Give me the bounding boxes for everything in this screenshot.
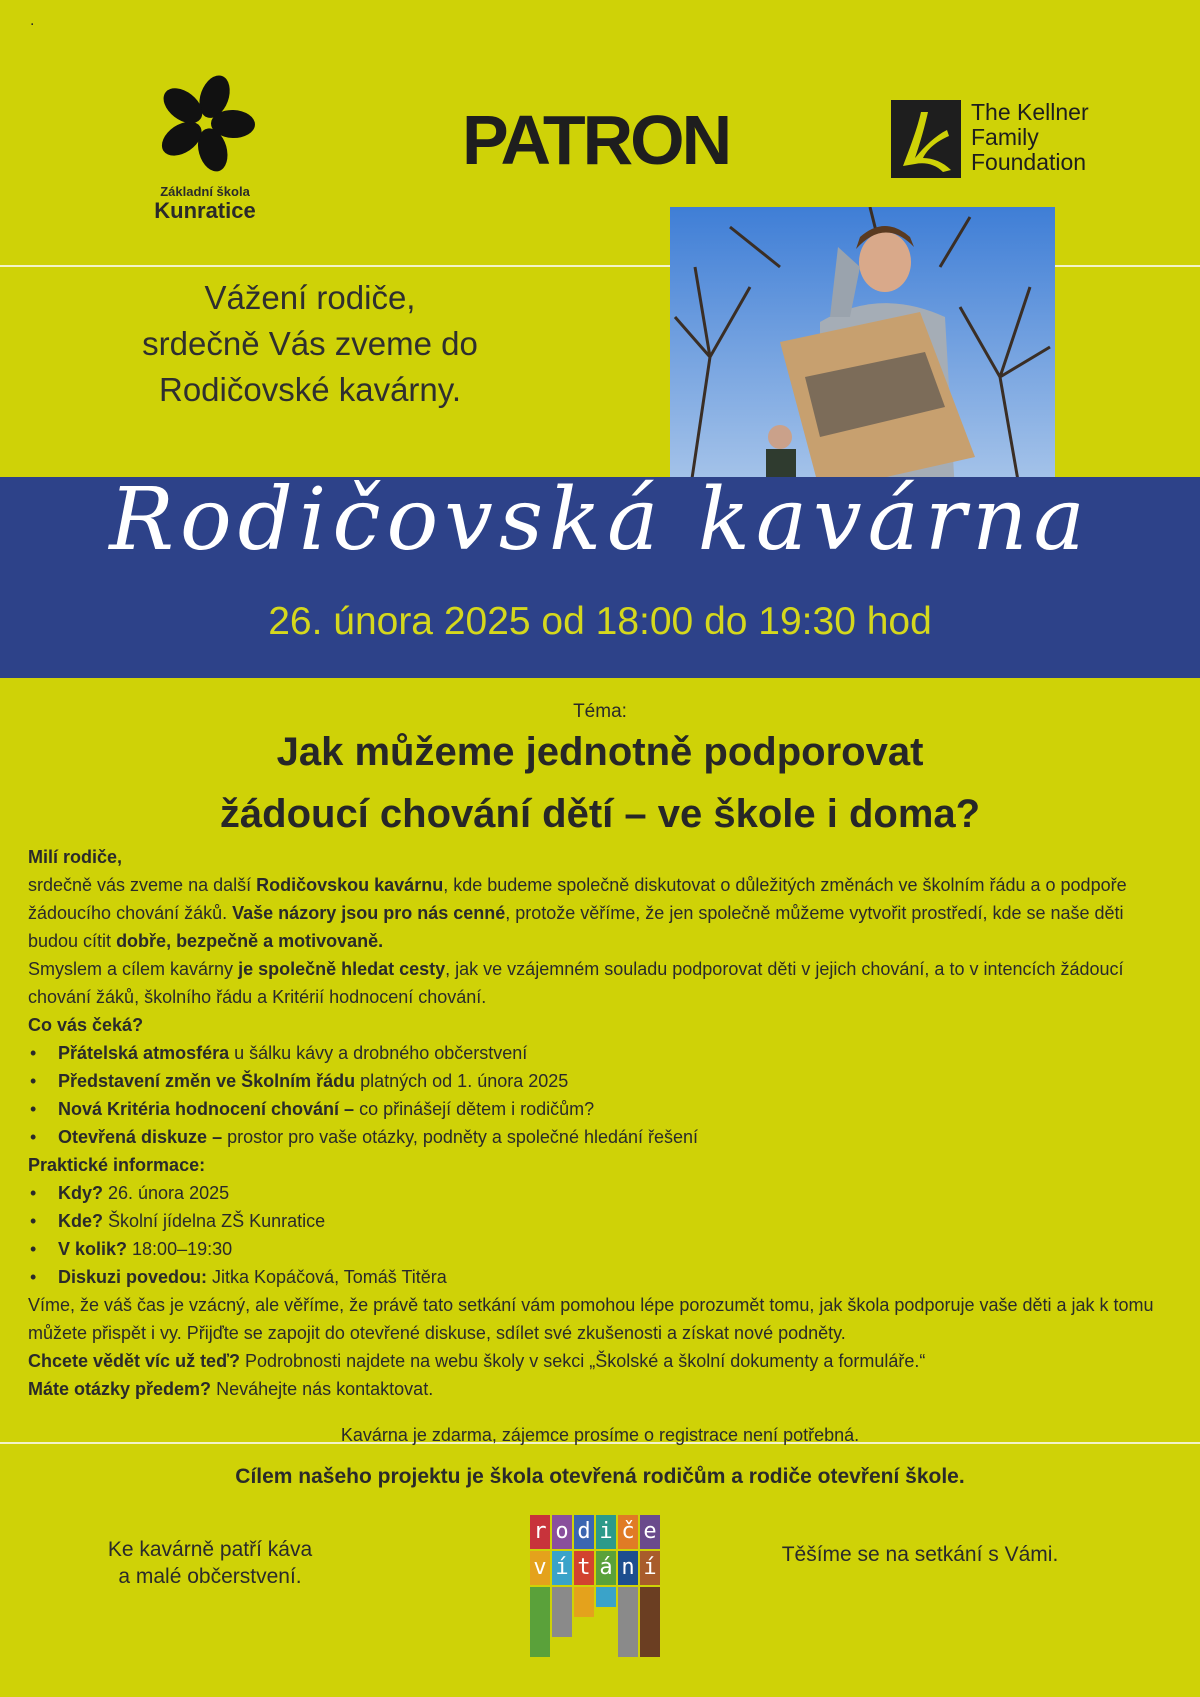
list-item: • Nová Kritéria hodnocení chování – co přinášejí dětem i rodičům? <box>28 1095 1178 1123</box>
what-heading: Co vás čeká? <box>28 1015 144 1035</box>
kellner-k-icon <box>891 100 961 178</box>
kellner-line-1: The Kellner <box>971 99 1089 125</box>
coffee-note <box>60 1536 360 1590</box>
list-item: • Kdy? 26. února 2025 <box>28 1179 1178 1207</box>
see-you-note: Těšíme se na setkání s Vámi. <box>781 1543 1059 1566</box>
what-list <box>28 1039 1178 1151</box>
event-date: 26. února 2025 od 18:00 do 19:30 hod <box>268 600 932 643</box>
rv-letter: n <box>618 1551 638 1585</box>
rv-letter: o <box>552 1515 572 1549</box>
purpose-paragraph: Smyslem a cílem kavárny je společně hledat cesty, jak ve vzájemném souladu podporovat děti v jejich chování, a to v intencích žádoucí chování žáků, školního řádu a Kritérií hodnocení chování. <box>28 959 1124 1007</box>
info-heading: Praktické informace: <box>28 1155 206 1175</box>
stray-dot: . <box>30 12 35 29</box>
rv-letter: i <box>596 1515 616 1549</box>
kellner-line-3: Foundation <box>971 149 1087 175</box>
coffee-line-2: a malé občerstvení. <box>118 1565 302 1588</box>
topic-label: Téma: <box>573 701 627 722</box>
salutation: Milí rodiče, <box>28 847 123 867</box>
rv-letter: v <box>530 1551 550 1585</box>
event-photo <box>670 207 1055 492</box>
school-name-line1: Základní škola <box>160 184 250 199</box>
greeting-line-3: Rodičovské kavárny. <box>158 371 461 408</box>
list-item: • Přátelská atmosféra u šálku kávy a drobného občerstvení <box>28 1039 1178 1067</box>
rv-letter: í <box>640 1551 660 1585</box>
greeting-line-2: srdečně Vás zveme do <box>142 325 478 362</box>
info-list <box>28 1179 1178 1291</box>
rv-letter: e <box>640 1515 660 1549</box>
rv-letter: d <box>574 1515 594 1549</box>
list-item: • V kolik? 18:00–19:30 <box>28 1235 1178 1263</box>
more-info: Chcete vědět víc už teď? Podrobnosti najdete na webu školy v sekci „Školské a školní dokumenty a formuláře.“ <box>28 1351 926 1371</box>
flower-icon <box>150 68 260 178</box>
rodice-vitani-logo <box>530 1515 670 1662</box>
list-item: • Kde? Školní jídelna ZŠ Kunratice <box>28 1207 1178 1235</box>
coffee-line-1: Ke kavárně patří káva <box>107 1538 313 1561</box>
script-title: Rodičovská kavárna <box>109 470 1091 570</box>
rv-letter: č <box>618 1515 638 1549</box>
intro-paragraph: srdečně vás zveme na další Rodičovskou kavárnu, kde budeme společně diskutovat o důležitých změnách ve školním řádu a o podpoře žádoucího chování žáků. Vaše názory jsou pro nás cenné, protože věříme, že jen společně můžeme vytvořit prostředí, kde se naše děti budou cítit dobře, bezpečně a motivovaně. <box>28 875 1127 951</box>
rv-letter: r <box>530 1515 550 1549</box>
topic-line-1: Jak můžeme jednotně podporovat <box>276 730 924 774</box>
kellner-line-2: Family <box>971 124 1039 150</box>
invitation-body <box>28 843 1178 1403</box>
rv-letter: t <box>574 1551 594 1585</box>
rv-stripes-icon <box>530 1587 670 1657</box>
questions-line: Máte otázky předem? Neváhejte nás kontaktovat. <box>28 1379 434 1399</box>
list-item: • Diskuzi povedou: Jitka Kopáčová, Tomáš Titěra <box>28 1263 1178 1291</box>
free-note: Kavárna je zdarma, zájemce prosíme o registrace není potřebná. <box>340 1425 860 1445</box>
school-name-line2: Kunratice <box>154 198 256 223</box>
project-goal: Cílem našeho projektu je škola otevřená rodičům a rodiče otevření škole. <box>235 1465 965 1488</box>
closing-paragraph: Víme, že váš čas je vzácný, ale věříme, že právě tato setkání vám pomohou lépe porozumět tomu, jak škola podporuje vaše děti a jak k tomu můžete přispět i vy. Přijďte se zapojit do otevřené diskuse, sdílet své zkušenosti a získat nové podněty. <box>28 1295 1154 1343</box>
greeting-line-1: Vážení rodiče, <box>204 279 416 316</box>
list-item: • Představení změn ve Školním řádu platných od 1. února 2025 <box>28 1067 1178 1095</box>
rv-letter: á <box>596 1551 616 1585</box>
topic-headline <box>0 721 1200 845</box>
rv-letter: í <box>552 1551 572 1585</box>
topic-line-2: žádoucí chování dětí – ve škole i doma? <box>219 792 981 836</box>
school-logo <box>140 68 270 223</box>
greeting <box>80 275 540 413</box>
patron-logo: PATRON <box>462 101 730 179</box>
list-item: • Otevřená diskuze – prostor pro vaše otázky, podněty a společné hledání řešení <box>28 1123 1178 1151</box>
